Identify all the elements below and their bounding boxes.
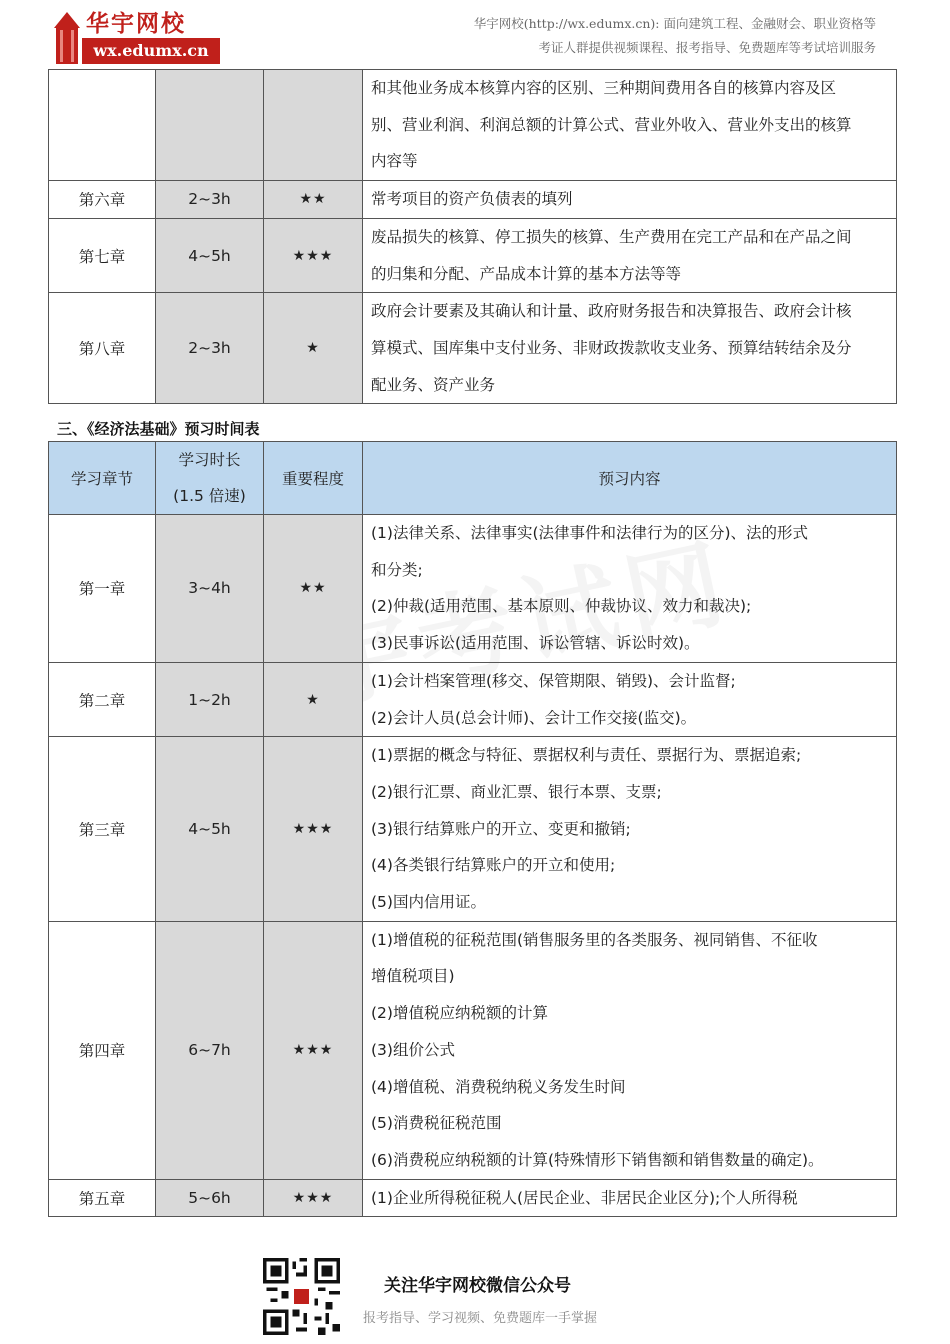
chapter-cell (49, 70, 156, 181)
content-line: 增值税项目) (371, 967, 455, 986)
importance-stars: ★★ (264, 515, 363, 663)
chapter-cell: 第六章 (49, 181, 156, 219)
logo-text: 华宇网校 (86, 10, 186, 37)
duration-cell: 3~4h (156, 515, 264, 663)
table-row (49, 737, 897, 922)
importance-stars: ★★ (264, 181, 363, 219)
content-line: 废品损失的核算、停工损失的核算、生产费用在完工产品和在产品之间 (371, 227, 852, 246)
header-importance: 重要程度 (264, 442, 363, 515)
content-line: (2)仲裁(适用范围、基本原则、仲裁协议、效力和裁决); (371, 597, 752, 616)
duration-cell: 2~3h (156, 181, 264, 219)
content-line: (1)会计档案管理(移交、保管期限、销毁)、会计监督; (371, 671, 736, 690)
content-line: (1)增值税的征税范围(销售服务里的各类服务、视同销售、不征收 (371, 930, 818, 949)
importance-stars: ★★★ (264, 737, 363, 922)
content-line: (2)银行汇票、商业汇票、银行本票、支票; (371, 782, 662, 801)
content-line: (4)增值税、消费税纳税义务发生时间 (371, 1077, 626, 1096)
content-line: (2)会计人员(总会计师)、会计工作交接(监交)。 (371, 708, 697, 727)
content-line: (3)组价公式 (371, 1040, 455, 1059)
content-line: 内容等 (371, 152, 418, 171)
duration-cell: 1~2h (156, 662, 264, 736)
header-info (356, 12, 876, 60)
qr-code-icon[interactable] (263, 1258, 340, 1335)
content-line: (1)法律关系、法律事实(法律事件和法律行为的区分)、法的形式 (371, 524, 809, 542)
table2-body (49, 515, 897, 1217)
importance-stars: ★ (264, 293, 363, 404)
content-cell (363, 218, 897, 292)
content-line: (1)企业所得税征税人(居民企业、非居民企业区分);个人所得税 (371, 1188, 798, 1207)
header-duration-line2: (1.5 倍速) (173, 487, 246, 505)
content-line: (5)消费税征税范围 (371, 1114, 502, 1133)
content-line: (3)民事诉讼(适用范围、诉讼管辖、诉讼时效)。 (371, 634, 700, 653)
content-line: 政府会计要素及其确认和计量、政府财务报告和决算报告、政府会计核 (371, 302, 852, 321)
chapter-cell: 第五章 (49, 1179, 156, 1217)
content-cell (363, 293, 897, 404)
table-row (49, 218, 897, 292)
duration-cell: 2~3h (156, 293, 264, 404)
content-cell (363, 662, 897, 736)
content-line: 常考项目的资产负债表的填列 (371, 190, 573, 209)
content-line: (4)各类银行结算账户的开立和使用; (371, 856, 616, 875)
footer-subtitle: 报考指导、学习视频、免费题库一手掌握 (363, 1311, 598, 1326)
content-cell (363, 515, 897, 663)
accounting-schedule-table-continued (48, 69, 897, 404)
footer-title: 关注华宇网校微信公众号 (384, 1276, 571, 1296)
content-line: (3)银行结算账户的开立、变更和撤销; (371, 819, 631, 838)
header-content: 预习内容 (363, 442, 897, 515)
section-title-economic-law: 三、《经济法基础》预习时间表 (57, 420, 260, 438)
chapter-cell: 第三章 (49, 737, 156, 922)
header-info-line2: 考证人群提供视频课程、报考指导、免费题库等考试培训服务 (538, 40, 876, 55)
duration-cell: 4~5h (156, 218, 264, 292)
content-line: 配业务、资产业务 (371, 375, 496, 394)
content-line: (5)国内信用证。 (371, 893, 486, 912)
importance-stars: ★★★ (264, 218, 363, 292)
table-header-row (49, 442, 897, 515)
content-cell (363, 70, 897, 181)
content-line: (6)消费税应纳税额的计算(特殊情形下销售额和销售数量的确定)。 (371, 1150, 824, 1169)
content-line: (1)票据的概念与特征、票据权利与责任、票据行为、票据追索; (371, 746, 802, 765)
header-duration-line1: 学习时长 (178, 451, 241, 469)
chapter-cell: 第八章 (49, 293, 156, 404)
table-row (49, 662, 897, 736)
importance-stars (264, 70, 363, 181)
content-cell (363, 921, 897, 1179)
content-line: (2)增值税应纳税额的计算 (371, 1004, 548, 1023)
site-logo[interactable] (52, 10, 220, 68)
chapter-cell: 第二章 (49, 662, 156, 736)
content-cell (363, 1179, 897, 1217)
table-row (49, 1179, 897, 1217)
header-info-line1: 华宇网校(http://wx.edumx.cn): 面向建筑工程、金融财会、职业资格等 (473, 16, 876, 31)
table-row (49, 70, 897, 181)
table1-body (49, 70, 897, 404)
pencil-logo-icon (52, 12, 82, 66)
duration-cell: 4~5h (156, 737, 264, 922)
economic-law-schedule-table (48, 441, 897, 1217)
content-cell (363, 181, 897, 219)
content-line: 算模式、国库集中支付业务、非财政拨款收支业务、预算结转结余及分 (371, 338, 852, 357)
duration-cell: 6~7h (156, 921, 264, 1179)
table-row (49, 293, 897, 404)
chapter-cell: 第四章 (49, 921, 156, 1179)
content-cell (363, 737, 897, 922)
duration-cell: 5~6h (156, 1179, 264, 1217)
content-line: 和其他业务成本核算内容的区别、三种期间费用各自的核算内容及区 (371, 79, 837, 97)
content-line: 的归集和分配、产品成本计算的基本方法等等 (371, 264, 682, 283)
header-chapter: 学习章节 (49, 442, 156, 515)
logo-url: wx.edumx.cn (82, 38, 220, 64)
table-row (49, 921, 897, 1179)
table-row (49, 515, 897, 663)
importance-stars: ★★★ (264, 921, 363, 1179)
duration-cell (156, 70, 264, 181)
content-line: 和分类; (371, 560, 423, 579)
table-row (49, 181, 897, 219)
content-line: 别、营业利润、利润总额的计算公式、营业外收入、营业外支出的核算 (371, 115, 852, 134)
chapter-cell: 第一章 (49, 515, 156, 663)
importance-stars: ★ (264, 662, 363, 736)
header-duration (156, 442, 264, 515)
importance-stars: ★★★ (264, 1179, 363, 1217)
chapter-cell: 第七章 (49, 218, 156, 292)
